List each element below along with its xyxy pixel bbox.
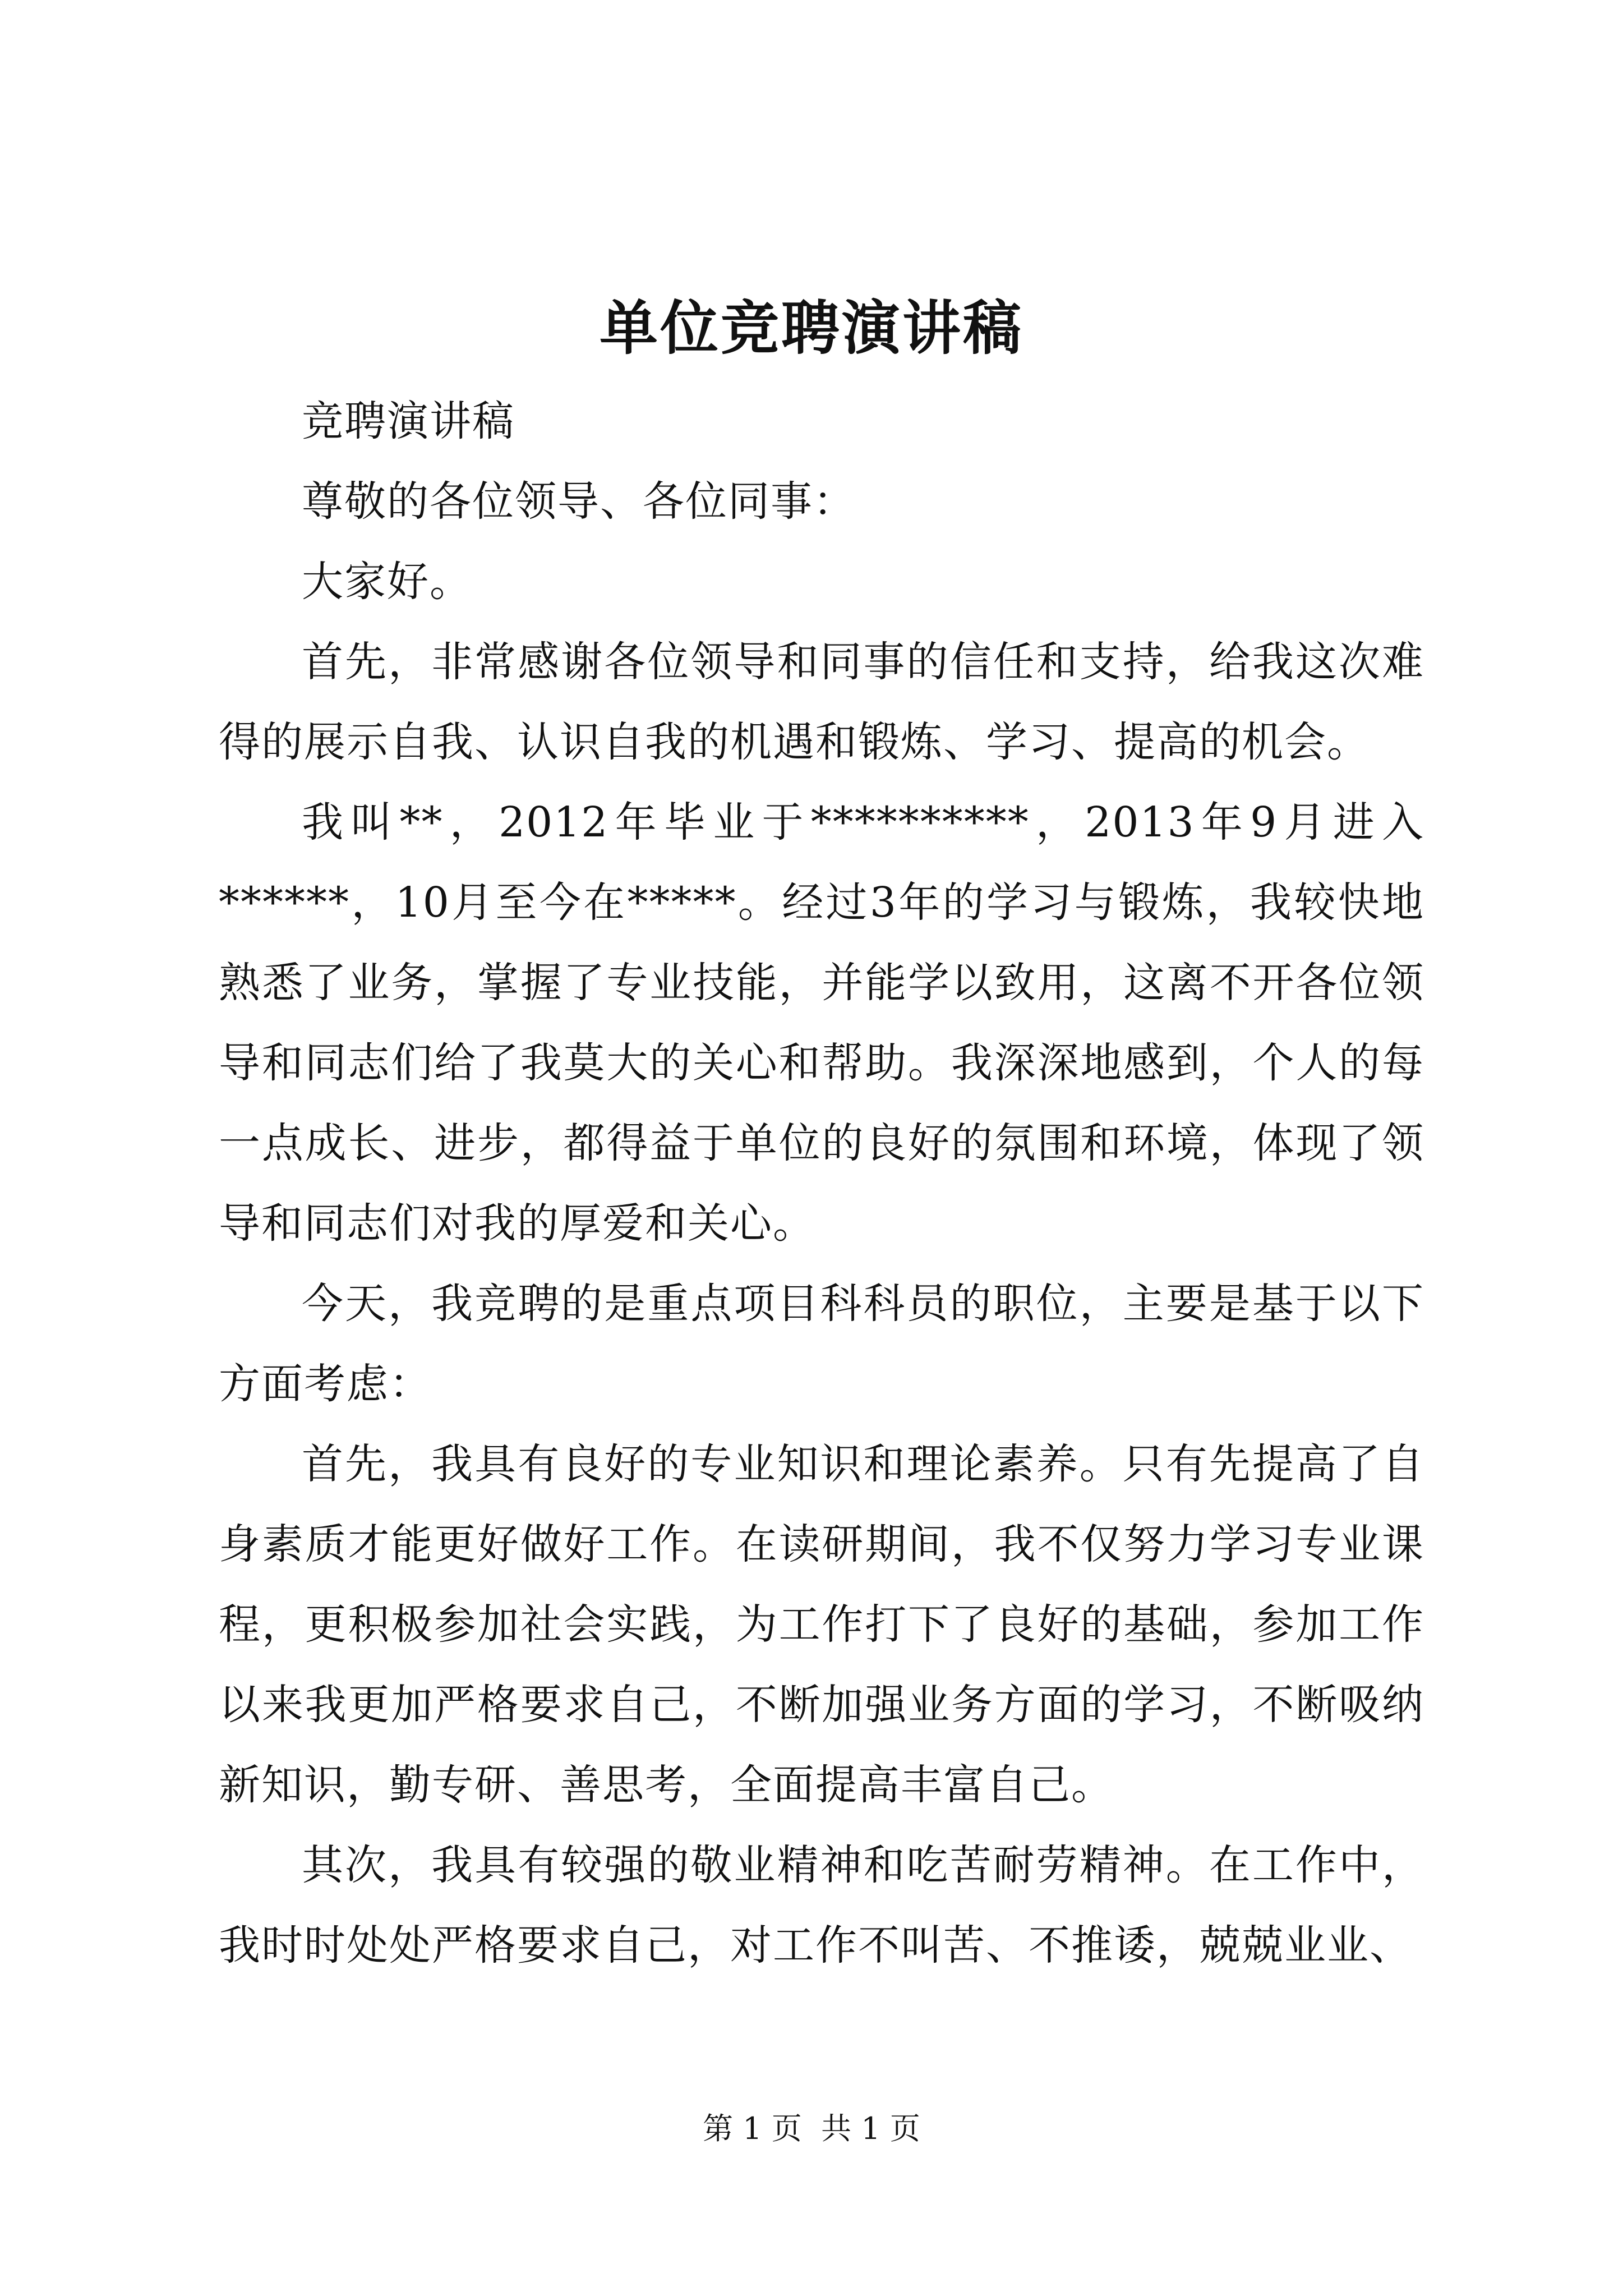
paragraph-thanks: 首先，非常感谢各位领导和同事的信任和支持，给我这次难得的展示自我、认识自我的机遇和锻炼、学习、提高的机会。 <box>219 638 1424 766</box>
paragraph-salutation: 尊敬的各位领导、各位同事： <box>302 477 856 526</box>
paragraph-greeting: 大家好。 <box>302 558 472 606</box>
document-title: 单位竞聘演讲稿 <box>599 293 1023 362</box>
paragraph-heading: 竞聘演讲稿 <box>302 397 515 445</box>
document-body <box>219 381 1424 1986</box>
paragraph-reason-2: 其次，我具有较强的敬业精神和吃苦耐劳精神。在工作中，我时时处处严格要求自己，对工作不叫苦、不推诿，兢兢业业、 <box>219 1841 1424 1970</box>
paragraph-position: 今天，我竞聘的是重点项目科科员的职位，主要是基于以下方面考虑： <box>219 1280 1424 1408</box>
page-footer: 第 1 页 共 1 页 <box>703 2111 920 2146</box>
paragraph-introduction: 我叫**，2012年毕业于**********，2013年9月进入******，10月至今在*****。经过3年的学习与锻炼，我较快地熟悉了业务，掌握了专业技能，并能学以致用，这离不开各位领导和同志们给了我莫大的关心和帮助。我深深地感到，个人的每一点成长、进步，都得益于单位的良好的氛围和环境，体现了领导和同志们对我的厚爱和关心。 <box>219 798 1424 1248</box>
paragraph-reason-1: 首先，我具有良好的专业知识和理论素养。只有先提高了自身素质才能更好做好工作。在读研期间，我不仅努力学习专业课程，更积极参加社会实践，为工作打下了良好的基础，参加工作以来我更加严格要求自己，不断加强业务方面的学习，不断吸纳新知识，勤专研、善思考，全面提高丰富自己。 <box>219 1440 1424 1809</box>
